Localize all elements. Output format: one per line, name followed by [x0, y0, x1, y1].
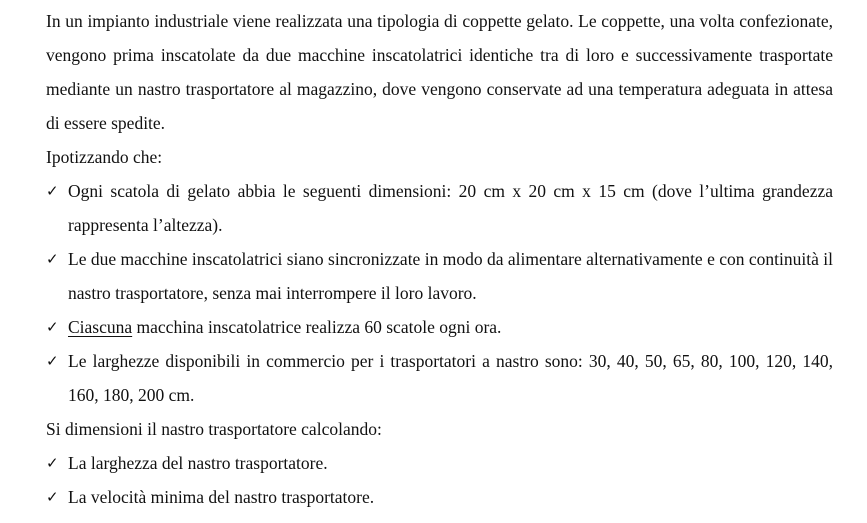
check-mark-icon: ✓ [46, 250, 59, 268]
underlined-word: Ciascuna [68, 317, 133, 337]
hypothesis-item [46, 310, 833, 344]
task-item [46, 480, 833, 514]
hypothesis-text: Ogni scatola di gelato abbia le seguenti dimensioni: 20 cm x 20 cm x 15 cm (dove l’ultima grandezza rappresenta l’altezza). [68, 181, 833, 235]
check-mark-icon: ✓ [46, 182, 59, 200]
hypothesis-heading: Ipotizzando che: [46, 147, 163, 167]
intro-paragraph: In un impianto industriale viene realizzata una tipologia di coppette gelato. Le coppette, una volta confezionate, vengono prima inscatolate da due macchine inscatolatrici identiche tra di loro e successivamente trasportate mediante un nastro trasportatore al magazzino, dove vengono conservate ad una temperatura adeguata in attesa di essere spedite. [46, 11, 833, 133]
hypothesis-text: Le due macchine inscatolatrici siano sincronizzate in modo da alimentare alternativamente e con continuità il nastro trasportatore, senza mai interrompere il loro lavoro. [68, 249, 833, 303]
task-text: La velocità minima del nastro trasportatore. [68, 487, 375, 507]
hypothesis-item [46, 242, 833, 310]
task-heading: Si dimensioni il nastro trasportatore calcolando: [46, 419, 382, 439]
hypothesis-text: macchina inscatolatrice realizza 60 scatole ogni ora. [132, 317, 502, 337]
hypothesis-item [46, 174, 833, 242]
hypothesis-text: Le larghezze disponibili in commercio per i trasportatori a nastro sono: 30, 40, 50, 65, 80, 100, 120, 140, 160, 180, 200 cm. [68, 351, 833, 405]
task-text: La larghezza del nastro trasportatore. [68, 453, 328, 473]
document-page [46, 4, 833, 514]
hypothesis-item [46, 344, 833, 412]
check-mark-icon: ✓ [46, 352, 59, 370]
check-mark-icon: ✓ [46, 488, 59, 506]
task-item [46, 446, 833, 480]
check-mark-icon: ✓ [46, 454, 59, 472]
check-mark-icon: ✓ [46, 318, 59, 336]
